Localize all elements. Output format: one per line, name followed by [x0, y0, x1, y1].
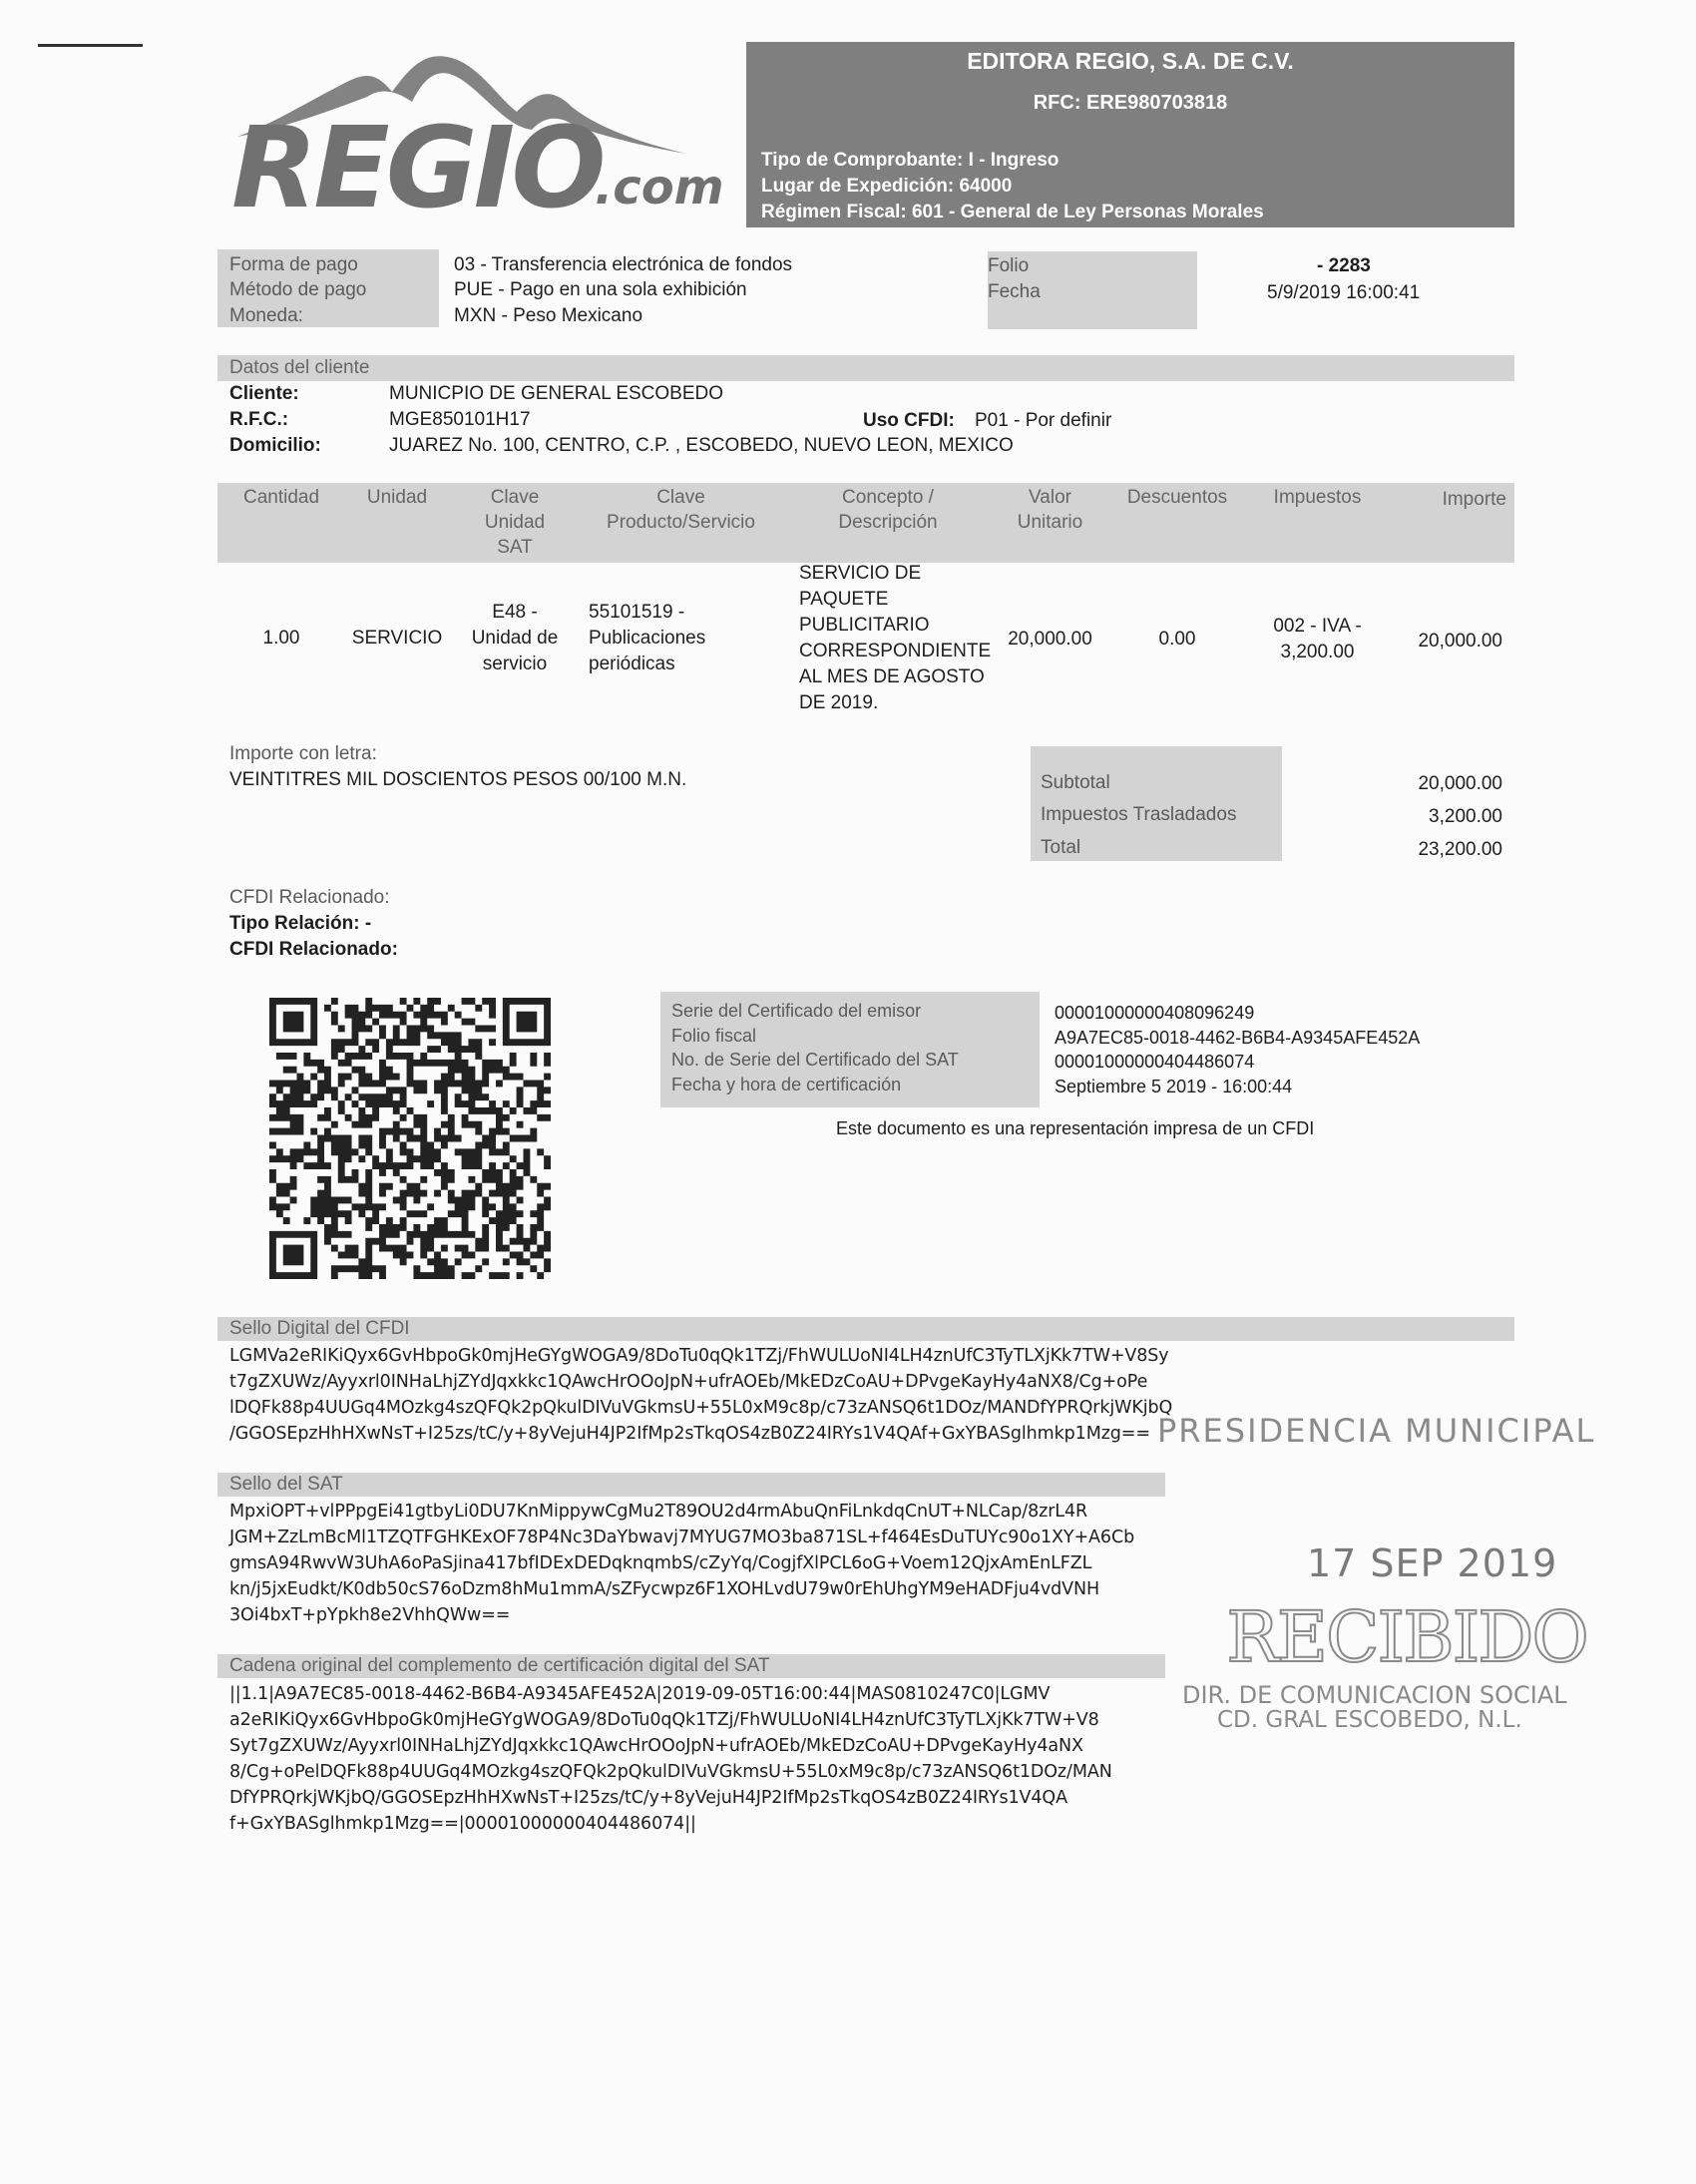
regimen-fiscal: Régimen Fiscal: 601 - General de Ley Personas Morales [761, 202, 1264, 222]
cadena-original-title: Cadena original del complemento de certificación digital del SAT [217, 1654, 1165, 1678]
company-name: EDITORA REGIO, S.A. DE C.V. [967, 48, 1294, 74]
rfc-label: R.F.C.: [229, 409, 289, 430]
subtotal-label: Subtotal [1041, 772, 1110, 793]
cadena-original-text: ||1.1|A9A7EC85-0018-4462-B6B4-A9345AFE452A|2019-09-05T16:00:44|MAS0810247C0|LGMV a2eRIKiQyx6GvHbpoGk0mjHeGYgWOGA9/8DoTu0qQk1TZj/FhWULUoNI4LH4znUfC3TyTLXjKk7TW+V8 Syt7gZXUWz/Ayyxrl0INHaLhjZYdJqxkkc1QAwcHrOOoJpN+ufrAOEb/MkEDzCoAU+DPvgeKayHy4aNX 8/Cg+oPelDQFk88p4UUGq4MOzkg4szQFQk2pQkulDIVuVGkmsU+55L0xM9c8p/c73zANSQ6t1DOz/MAN DfYPRQrkjWKjbQ/GGOSEpzHhHXwNsT+I25zs/tC/y+8yVejuH4JP2IfMp2sTkqOS4zB0Z24IRYs1V4QA f+GxYBASglhmkp1Mzg==|00001000000404486074|| [229, 1684, 1112, 1834]
cliente-label: Cliente: [229, 383, 299, 404]
row-clave-unidad: E48 - Unidad de servicio [471, 602, 559, 674]
rfc-value: MGE850101H17 [389, 409, 531, 430]
stamp-date: 17 SEP 2019 [1307, 1541, 1558, 1585]
total-value: 23,200.00 [1418, 839, 1502, 860]
col-impuestos: Impuestos [1273, 487, 1362, 508]
importe-letra-value: VEINTITRES MIL DOSCIENTOS PESOS 00/100 M.N. [229, 769, 687, 790]
certificate-labels: Serie del Certificado del emisor Folio fiscal No. de Serie del Certificado del SAT Fecha y hora de certificación [671, 1001, 959, 1094]
lugar-expedicion: Lugar de Expedición: 64000 [761, 176, 1013, 197]
cliente-value: MUNICPIO DE GENERAL ESCOBEDO [389, 383, 724, 404]
metodo-pago-label: Método de pago [229, 279, 367, 300]
col-clave-unidad: Clave Unidad SAT [484, 487, 546, 558]
row-concepto: SERVICIO DE PAQUETE PUBLICITARIO CORRESPONDIENTE AL MES DE AGOSTO DE 2019. [799, 563, 992, 713]
logo-dotcom: .com [595, 160, 724, 216]
issuer-header [746, 42, 1514, 227]
impuestos-trasladados-value: 3,200.00 [1429, 806, 1502, 827]
row-descuentos: 0.00 [1158, 629, 1196, 650]
col-unidad: Unidad [366, 487, 428, 508]
stamp-recibido: RECIBIDO [1226, 1596, 1587, 1678]
col-cantidad: Cantidad [242, 487, 320, 508]
row-importe: 20,000.00 [1418, 631, 1502, 652]
row-impuestos: 002 - IVA - 3,200.00 [1273, 616, 1362, 662]
sello-cfdi-text: LGMVa2eRIKiQyx6GvHbpoGk0mjHeGYgWOGA9/8DoTu0qQk1TZj/FhWULUoNI4LH4znUfC3TyTLXjKk7TW+V8Sy t7gZXUWz/Ayyxrl0INHaLhjZYdJqxkkc1QAwcHrOOoJpN+ufrAOEb/MkEDzCoAU+DPvgeKayHy4aNX8/Cg+oPe lDQFk88p4UUGq4MOzkg4szQFQk2pQkulDIVuVGkmsU+55L0xM9c8p/c73zANSQ6t1DOz/MANDfYPRQrkjWKjbQ /GGOSEpzHhHXwNsT+I25zs/tC/y+8yVejuH4JP2IfMp2sTkqOS4zB0Z24IRYs1V4QAf+GxYBASglhmkp1Mzg== [229, 1346, 1173, 1444]
stamp-direccion: DIR. DE COMUNICACION SOCIAL [1182, 1681, 1567, 1709]
company-rfc: RFC: ERE980703818 [1033, 92, 1228, 114]
sello-sat-title: Sello del SAT [217, 1473, 1165, 1497]
fecha-label: Fecha [988, 281, 1041, 302]
fecha-value: 5/9/2019 16:00:41 [1267, 282, 1421, 303]
row-valor-unitario: 20,000.00 [1008, 629, 1092, 650]
col-importe: Importe [1442, 489, 1506, 510]
col-clave-producto: Clave Producto/Servicio [607, 487, 755, 533]
cfdi-relacionado: CFDI Relacionado: [229, 939, 398, 960]
col-valor-unitario: Valor Unitario [1017, 487, 1083, 533]
metodo-pago-value: PUE - Pago en una sola exhibición [454, 279, 747, 300]
stamp-ciudad: CD. GRAL ESCOBEDO, N.L. [1217, 1707, 1522, 1733]
row-unidad: SERVICIO [351, 628, 443, 649]
sello-sat-text: MpxiOPT+vlPPpgEi41gtbyLi0DU7KnMippywCgMu2T89OU2d4rmAbuQnFiLnkdqCnUT+NLCap/8zrL4R JGM+ZzLmBcMl1TZQTFGHKExOF78P4Nc3DaYbwavj7MYUG7MO3ba871SL+f464EsDuTUYc90o1XY+A6Cb gmsA94RwvW3UhA6oPaSjina417bfIDExDEDqknqmbS/cZyYq/CogjfXlPCL6oG+Voem12QjxAmEnLFZL kn/j5jxEudkt/K0db50cS76oDzm8hMu1mmA/sZFycwpz6F1XOHLvdU79w0rEhUhgYM9eHADFju4vdVNH 3Oi4bxT+pYpkh8e2VhhQWw== [229, 1502, 1135, 1625]
tipo-relacion: Tipo Relación: - [229, 913, 372, 934]
row-cantidad: 1.00 [262, 628, 300, 649]
subtotal-value: 20,000.00 [1418, 773, 1502, 794]
col-descuentos: Descuentos [1126, 487, 1228, 508]
certificate-values: 00001000000408096249 A9A7EC85-0018-4462-B6B4-A9345AFE452A 00001000000404486074 Septiembre 5 2019 - 16:00:44 [1055, 1003, 1421, 1096]
cfdi-representation-note: Este documento es una representación impresa de un CFDI [836, 1118, 1315, 1138]
importe-letra-label: Importe con letra: [229, 743, 377, 764]
sello-cfdi-title: Sello Digital del CFDI [217, 1317, 1514, 1341]
cfdi-relacionado-title: CFDI Relacionado: [229, 887, 390, 908]
domicilio-label: Domicilio: [229, 435, 321, 456]
total-label: Total [1041, 837, 1081, 858]
stamp-presidencia: PRESIDENCIA MUNICIPAL [1157, 1412, 1596, 1450]
row-clave-producto: 55101519 - Publicaciones periódicas [589, 602, 706, 674]
domicilio-value: JUAREZ No. 100, CENTRO, C.P. , ESCOBEDO, NUEVO LEON, MEXICO [389, 435, 1014, 456]
uso-cfdi-value: P01 - Por definir [975, 410, 1112, 431]
regio-logo [217, 42, 736, 231]
moneda-value: MXN - Peso Mexicano [454, 305, 643, 326]
forma-pago-label: Forma de pago [229, 254, 358, 275]
scan-mark [38, 44, 143, 47]
impuestos-trasladados-label: Impuestos Trasladados [1041, 804, 1237, 825]
tipo-comprobante: Tipo de Comprobante: I - Ingreso [761, 150, 1060, 171]
col-concepto: Concepto / Descripción [838, 487, 938, 533]
folio-label: Folio [988, 255, 1030, 276]
received-stamp [1157, 1402, 1656, 1746]
folio-value: - 2283 [1317, 255, 1371, 276]
moneda-label: Moneda: [229, 305, 303, 326]
forma-pago-value: 03 - Transferencia electrónica de fondos [454, 254, 793, 275]
client-section-title: Datos del cliente [217, 355, 1514, 381]
qr-code-icon [269, 998, 555, 1279]
logo-wordmark: REGIO [231, 104, 603, 233]
uso-cfdi-label: Uso CFDI: [863, 410, 955, 431]
